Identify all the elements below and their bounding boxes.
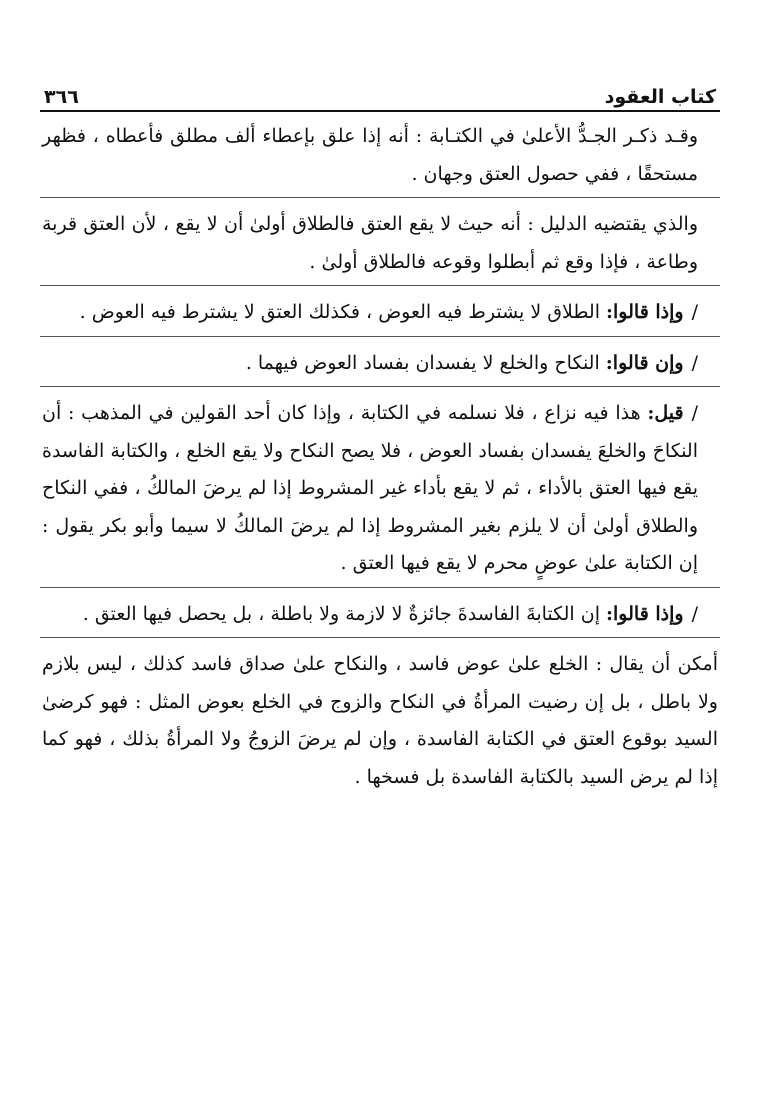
paragraph-5: [40, 395, 720, 583]
marker-slash: /: [691, 351, 698, 374]
paragraph-1: [40, 118, 720, 193]
paragraph-text: أمكن أن يقال : الخلع علىٰ عوض فاسد ، والنكاح علىٰ صداق فاسد كذلك ، ليس بلازم ولا باطل ، بل إن رضيت المرأةُ في النكاح والزوج في الخلع بعوض المثل : فهو كرضىٰ السيد بوقوع العتق في الكتابة الفاسدة ، وإن لم يرضَ الزوجُ ولا المرأةُ بذلك ، فهو كما إذا لم يرض السيد بالكتابة الفاسدة بل فسخها .: [42, 653, 718, 788]
paragraph-text: النكاح والخلع لا يفسدان بفساد العوض فيهما .: [245, 351, 606, 374]
paragraph-2: [40, 206, 720, 281]
page-body: [40, 118, 720, 796]
paragraph-text: وقـد ذكـر الجـدُّ الأعلىٰ في الكتـابة : أنه إذا علق بإعطاء ألف مطلق فأعطاه ، فظهر مستحقًا ، ففي حصول العتق وجهان .: [42, 125, 698, 185]
paragraph-text: والذي يقتضيه الدليل : أنه حيث لا يقع العتق فالطلاق أولىٰ أن لا يقع ، لأن العتق قربة وطاعة ، فإذا وقع ثم أبطلوا وقوعه فالطلاق أولىٰ .: [42, 213, 698, 273]
paragraph-text: الطلاق لا يشترط فيه العوض ، فكذلك العتق لا يشترط فيه العوض .: [79, 301, 607, 323]
divider: [40, 197, 720, 198]
marker-slash: /: [691, 301, 698, 323]
page-number: ٣٦٦: [44, 86, 79, 108]
divider: [40, 336, 720, 337]
paragraph-6: [40, 596, 720, 634]
paragraph-text: إن الكتابةَ الفاسدةَ جائزةٌ لا لازمة ولا باطلة ، بل يحصل فيها العتق .: [82, 602, 607, 625]
page-header: [40, 78, 720, 112]
paragraph-7: [40, 646, 720, 796]
document-page: [40, 78, 720, 796]
paragraph-lead: قيل:: [647, 402, 684, 424]
paragraph-4: [40, 345, 720, 383]
divider: [40, 637, 720, 638]
divider: [40, 587, 720, 588]
paragraph-3: [40, 294, 720, 332]
book-title: كتاب العقود: [604, 86, 716, 108]
marker-slash: /: [691, 602, 698, 625]
paragraph-lead: وإن قالوا:: [605, 351, 684, 374]
paragraph-lead: وإذا قالوا:: [606, 301, 684, 323]
paragraph-text: هذا فيه نزاع ، فلا نسلمه في الكتابة ، وإذا كان أحد القولين في المذهب : أن النكاحَ والخلعَ يفسدان بفساد العوض ، فلا يصح النكاح ولا يقع الخلع ، والكتابة الفاسدة يقع فيها العتق بالأداء ، ثم لا يقع بأداء غير المشروط إذا لم يرضَ المالكُ ، ففي النكاح والطلاق أولىٰ أن لا يلزم بغير المشروط إذا لم يرضَ المالكُ لا سيما وأبو بكر يقول : إن الكتابة علىٰ عوضٍ محرم لا يقع فيها العتق .: [42, 402, 698, 574]
divider: [40, 285, 720, 286]
marker-slash: /: [691, 402, 698, 424]
divider: [40, 386, 720, 387]
paragraph-lead: وإذا قالوا:: [606, 602, 684, 625]
